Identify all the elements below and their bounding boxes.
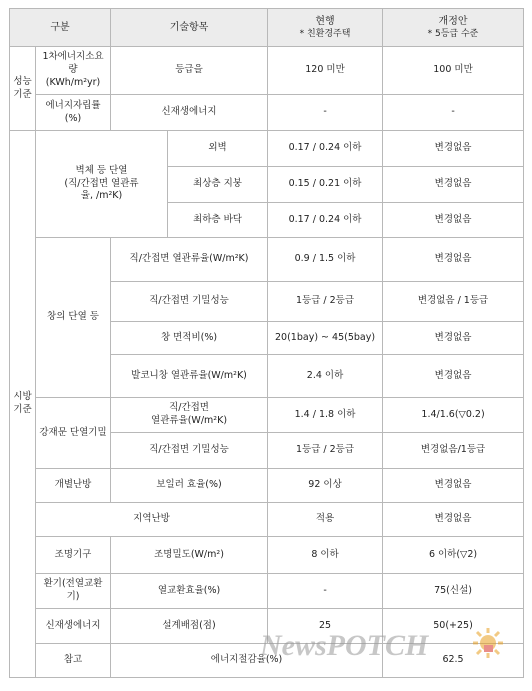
row-revised: 75(신설) xyxy=(383,574,524,609)
row-current: 1등급 / 2등급 xyxy=(268,282,383,322)
row-item: 최상층 지붕 xyxy=(168,167,268,203)
watermark-text: NewsPOTCH xyxy=(260,629,429,662)
group-label-construction: 시방 기준 xyxy=(10,131,36,678)
row-item: 등급을 xyxy=(111,47,268,95)
header-revised xyxy=(383,9,524,47)
table-header-row xyxy=(10,9,524,47)
row-revised: 변경없음 xyxy=(383,131,524,167)
row-revised: 1.4/1.6(▽0.2) xyxy=(383,398,524,433)
row-current: 0.9 / 1.5 이하 xyxy=(268,238,383,282)
row-current: 120 미만 xyxy=(268,47,383,95)
row-current: 20(1bay) ~ 45(5bay) xyxy=(268,322,383,355)
row-revised: 변경없음 xyxy=(383,322,524,355)
header-category: 구분 xyxy=(10,9,111,47)
row-item: 에너지절감율(%) xyxy=(111,644,383,678)
row-revised: 변경없음 xyxy=(383,167,524,203)
row-current: 62.5 xyxy=(383,644,524,678)
row-revised: 변경없음 xyxy=(383,469,524,503)
row-current: 8 이하 xyxy=(268,537,383,574)
row-item: 직/간접면 기밀성능 xyxy=(111,433,268,469)
row-item: 외벽 xyxy=(168,131,268,167)
row-category: 지역난방 xyxy=(36,503,268,537)
header-current xyxy=(268,9,383,47)
row-current: 92 이상 xyxy=(268,469,383,503)
row-category: 환기(전열교환기) xyxy=(36,574,111,609)
row-current: 1.4 / 1.8 이하 xyxy=(268,398,383,433)
row-item: 설계배점(점) xyxy=(111,609,268,644)
header-current-title: 현행 xyxy=(315,15,335,27)
row-item: 최하층 바닥 xyxy=(168,203,268,238)
group-label-performance: 성능 기준 xyxy=(10,47,36,131)
row-category: 1차에너지소요량 (KWh/m²yr) xyxy=(36,47,111,95)
policy-comparison-table xyxy=(9,8,524,678)
row-current: - xyxy=(268,95,383,131)
table-row xyxy=(10,47,524,95)
row-item: 직/간접면 열관류율(W/m²K) xyxy=(111,238,268,282)
row-revised: 6 이하(▽2) xyxy=(383,537,524,574)
row-item: 보일러 효율(%) xyxy=(111,469,268,503)
row-revised: - xyxy=(383,95,524,131)
row-category: 창의 단열 등 xyxy=(36,238,111,398)
header-revised-title: 개정안 xyxy=(438,15,468,27)
table-row xyxy=(10,644,524,678)
row-category: 에너지자립률(%) xyxy=(36,95,111,131)
table-row xyxy=(10,503,524,537)
row-revised: 100 미만 xyxy=(383,47,524,95)
table-row xyxy=(10,131,524,167)
header-current-sub: * 친환경주택 xyxy=(299,29,351,40)
row-current: 2.4 이하 xyxy=(268,355,383,398)
row-current: - xyxy=(268,574,383,609)
row-revised: 변경없음 xyxy=(383,203,524,238)
row-revised: 변경없음/1등급 xyxy=(383,433,524,469)
table-row xyxy=(10,537,524,574)
row-item: 조명밀도(W/m²) xyxy=(111,537,268,574)
row-item: 직/간접면 열관류율(W/m²K) xyxy=(111,398,268,433)
row-item: 열교환효율(%) xyxy=(111,574,268,609)
row-revised: 변경없음 xyxy=(383,503,524,537)
row-category: 신재생에너지 xyxy=(36,609,111,644)
group-label-reference: 참고 xyxy=(36,644,111,678)
row-category: 강재문 단열기밀 xyxy=(36,398,111,469)
row-category: 개별난방 xyxy=(36,469,111,503)
table-row xyxy=(10,574,524,609)
row-category: 벽체 등 단열 (직/간접면 열관류 율, /m²K) xyxy=(36,131,168,238)
row-revised: 변경없음 / 1등급 xyxy=(383,282,524,322)
row-item: 직/간접면 기밀성능 xyxy=(111,282,268,322)
table-row xyxy=(10,609,524,644)
row-item: 신재생에너지 xyxy=(111,95,268,131)
row-revised: 변경없음 xyxy=(383,355,524,398)
row-revised: 50(+25) xyxy=(383,609,524,644)
row-current: 0.17 / 0.24 이하 xyxy=(268,203,383,238)
row-current: 0.17 / 0.24 이하 xyxy=(268,131,383,167)
table-row xyxy=(10,238,524,282)
row-item: 창 면적비(%) xyxy=(111,322,268,355)
table-row xyxy=(10,95,524,131)
row-current: 1등급 / 2등급 xyxy=(268,433,383,469)
header-item: 기술항목 xyxy=(111,9,268,47)
row-category: 조명기구 xyxy=(36,537,111,574)
row-revised: 변경없음 xyxy=(383,238,524,282)
row-item: 발코니창 열관류율(W/m²K) xyxy=(111,355,268,398)
table-row xyxy=(10,469,524,503)
table-row xyxy=(10,398,524,433)
row-current: 25 xyxy=(268,609,383,644)
row-current: 적용 xyxy=(268,503,383,537)
header-revised-sub: * 5등급 수준 xyxy=(427,29,479,40)
row-current: 0.15 / 0.21 이하 xyxy=(268,167,383,203)
